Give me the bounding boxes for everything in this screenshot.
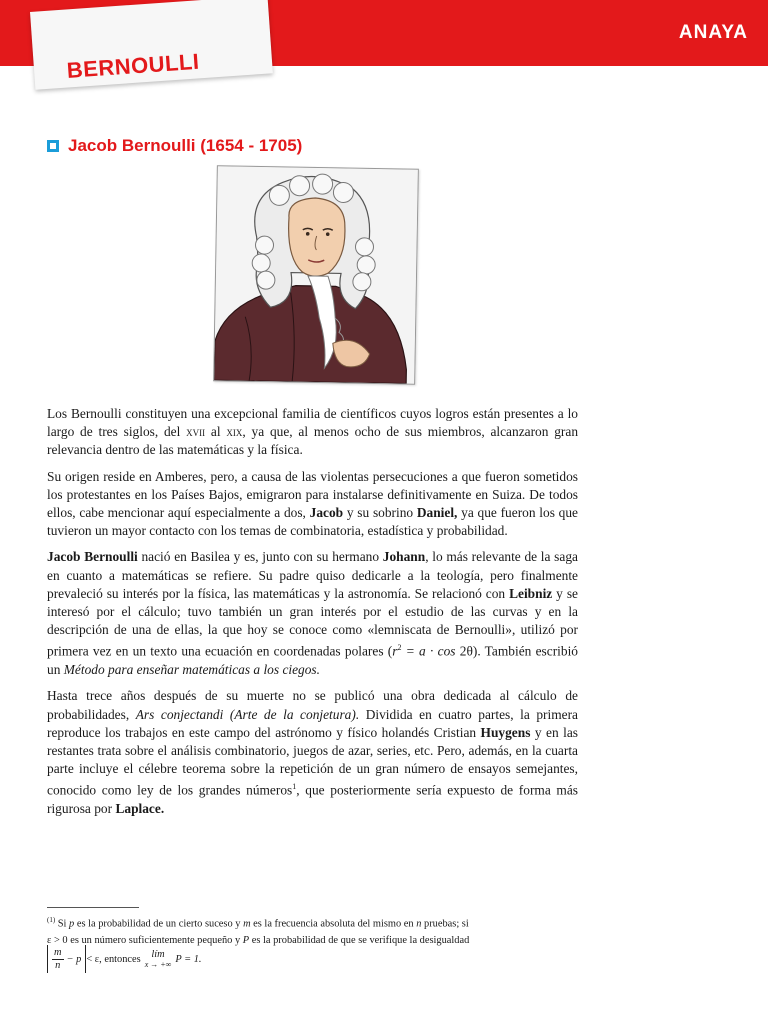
paragraph-4: Hasta trece años después de su muerte no se publicó una obra dedicada al cálculo de probabilidades, Ars conjectandi (Arte de la conjetura). Dividida en cuatro partes, la primera reproduce los trabajos en este campo del astrónomo y físico holandés Cristian Huygens y en las restantes trata sobre el análisis combinatorio, juegos de azar, series, etc. Pero, además, en la cuarta parte incluye el célebre teorema sobre la repetición de un gran número de ensayos semejantes, conocido como ley de los grandes números$^1$, que posteriormente sería expuesto de forma más rigurosa por Laplace. — [47, 688, 578, 816]
tab-title: BERNOULLI — [66, 48, 201, 83]
limit: lím x → +∞ — [144, 949, 172, 969]
section-title: Jacob Bernoulli (1654 - 1705) — [68, 136, 303, 155]
paragraph-2: Su origen reside en Amberes, pero, a causa de las violentas persecuciones a que fueron sometidos los protestantes en los Países Bajos, emigraron para instalarse definitivamente en Suiza. De todos ellos, cabe mencionar aquí especialmente a dos, Jacob y su sobrino Daniel, ya que fueron los que tuvieron un mayor contacto con los temas de combinatoria, estadística y probabilidad. — [47, 468, 578, 539]
portrait-illustration-icon — [214, 166, 418, 383]
footnote-line-2: ε > 0 es un número suficientemente pequeño y P es la probabilidad de que se verifique la desigualdad — [47, 935, 470, 947]
section-heading — [47, 136, 302, 156]
square-bullet-icon — [47, 140, 59, 152]
absolute-value: $\frac{m}{n}$ − p — [47, 945, 86, 973]
footnote-line-1: $^{(1)}$ Si p es la probabilidad de un cierto suceso y m es la frecuencia absoluta del mismo en n pruebas; si — [47, 916, 469, 930]
paragraph-1: Los Bernoulli constituyen una excepcional familia de científicos cuyos logros están presentes a lo largo de tres siglos, del xvii al xix, ya que, al menos ocho de sus miembros, alcanzaron gran relevancia dentro de las matemáticas y la física. — [47, 406, 579, 458]
footnote-divider — [47, 907, 139, 908]
portrait-image — [213, 165, 419, 384]
body-text — [47, 405, 578, 826]
fraction: $\frac{m}{n}$ — [54, 946, 62, 971]
footnote-formula: $\frac{m}{n}$ − p < ε, entonces lím x → +∞ P = 1. — [47, 944, 202, 974]
paragraph-3: Jacob Bernoulli nació en Basilea y es, junto con su hermano Johann, lo más relevante de la saga en cuanto a matemáticas se refiere. Su padre quiso dedicarle a la teología, pero finalmente prevaleció su interés por la física, las matemáticas y la astronomía. Se relacionó con Leibniz y se interesó por el cálculo; tuvo también un gran interés por el estudio de las curvas y en la descripción de una de ellas, la que hoy se conoce como «lemniscata de Bernoulli», utilizó por primera vez en un texto una ecuación en coordenadas polares $(r^2 = a \cdot \cos 2\theta)$. También escribió un Método para enseñar matemáticas a los ciegos. — [47, 549, 578, 678]
brand-logo: ANAYA — [678, 22, 748, 43]
